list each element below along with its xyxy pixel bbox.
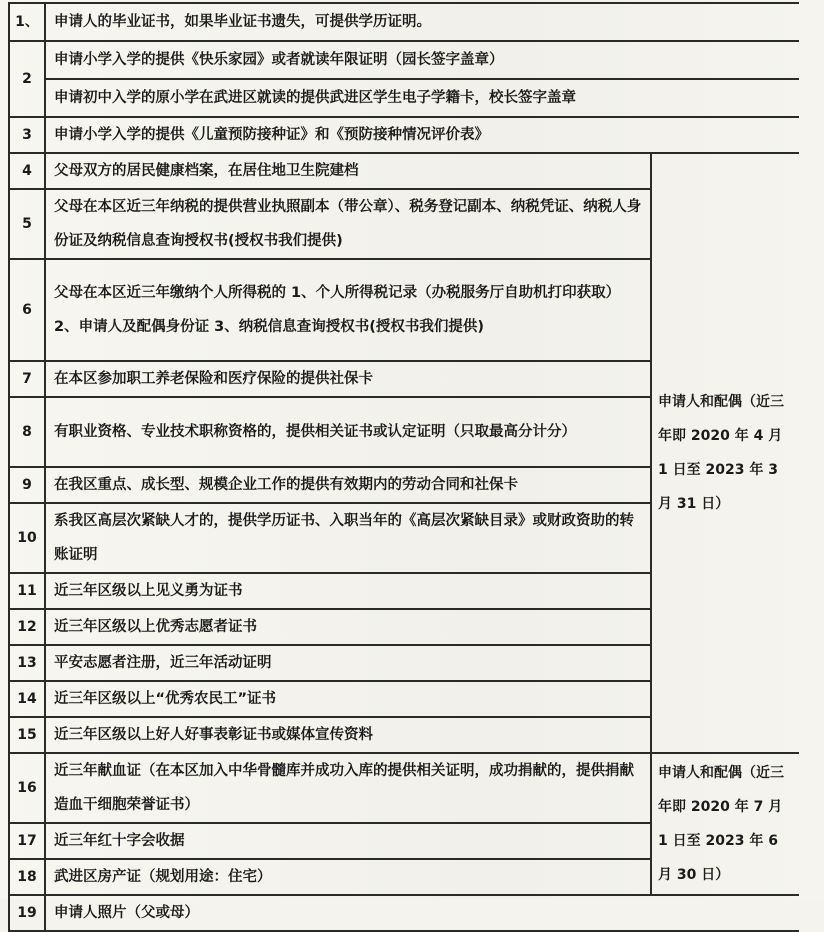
row-text: 近三年区级以上见义勇为证书 — [45, 573, 651, 609]
row-number: 4 — [9, 153, 45, 189]
row-number: 5 — [9, 189, 45, 259]
period-note-2: 申请人和配偶（近三年即 2020 年 7 月 1 日至 2023 年 6 月 30 日） — [651, 753, 799, 895]
row-number: 17 — [9, 823, 45, 859]
row-text: 平安志愿者注册，近三年活动证明 — [45, 645, 651, 681]
row-number: 10 — [9, 503, 45, 573]
row-text: 申请初中入学的原小学在武进区就读的提供武进区学生电子学籍卡，校长签字盖章 — [45, 79, 799, 117]
table-row — [9, 3, 799, 41]
row-number: 3 — [9, 117, 45, 153]
period-note-1: 申请人和配偶（近三年即 2020 年 4 月 1 日至 2023 年 3 月 31 日） — [651, 153, 799, 753]
row-number: 8 — [9, 397, 45, 467]
table-row — [9, 153, 799, 189]
materials-table — [8, 2, 799, 932]
row-number: 2 — [9, 41, 45, 117]
row-number: 6 — [9, 259, 45, 361]
table-row — [9, 79, 799, 117]
row-number: 9 — [9, 467, 45, 503]
row-text: 近三年红十字会收据 — [45, 823, 651, 859]
row-text: 申请小学入学的提供《快乐家园》或者就读年限证明（园长签字盖章） — [45, 41, 799, 79]
row-number: 18 — [9, 859, 45, 895]
row-text: 武进区房产证（规划用途：住宅） — [45, 859, 651, 895]
row-text: 父母双方的居民健康档案，在居住地卫生院建档 — [45, 153, 651, 189]
table-row — [9, 117, 799, 153]
row-text: 申请人照片（父或母） — [45, 895, 799, 931]
row-text: 近三年献血证（在本区加入中华骨髓库并成功入库的提供相关证明，成功捐献的，提供捐献造血干细胞荣誉证书） — [45, 753, 651, 823]
row-text: 父母在本区近三年缴纳个人所得税的 1、个人所得税记录（办税服务厅自助机打印获取）2、申请人及配偶身份证 3、纳税信息查询授权书(授权书我们提供) — [45, 259, 651, 361]
row-number: 13 — [9, 645, 45, 681]
row-text: 近三年区级以上好人好事表彰证书或媒体宣传资料 — [45, 717, 651, 753]
table-row — [9, 41, 799, 79]
row-text: 近三年区级以上优秀志愿者证书 — [45, 609, 651, 645]
row-number: 16 — [9, 753, 45, 823]
row-text: 在我区重点、成长型、规模企业工作的提供有效期内的劳动合同和社保卡 — [45, 467, 651, 503]
row-number: 19 — [9, 895, 45, 931]
row-text: 父母在本区近三年纳税的提供营业执照副本（带公章）、税务登记副本、纳税凭证、纳税人身份证及纳税信息查询授权书(授权书我们提供) — [45, 189, 651, 259]
row-number: 15 — [9, 717, 45, 753]
row-text: 申请小学入学的提供《儿童预防接种证》和《预防接种情况评价表》 — [45, 117, 799, 153]
row-text: 近三年区级以上“优秀农民工”证书 — [45, 681, 651, 717]
row-number: 11 — [9, 573, 45, 609]
table-row — [9, 895, 799, 931]
row-number: 7 — [9, 361, 45, 397]
row-text: 在本区参加职工养老保险和医疗保险的提供社保卡 — [45, 361, 651, 397]
row-number: 1、 — [9, 3, 45, 41]
row-number: 14 — [9, 681, 45, 717]
row-text: 系我区高层次紧缺人才的，提供学历证书、入职当年的《高层次紧缺目录》或财政资助的转账证明 — [45, 503, 651, 573]
row-text: 有职业资格、专业技术职称资格的，提供相关证书或认定证明（只取最高分计分） — [45, 397, 651, 467]
row-number: 12 — [9, 609, 45, 645]
table-row — [9, 753, 799, 823]
row-text: 申请人的毕业证书，如果毕业证书遗失，可提供学历证明。 — [45, 3, 799, 41]
